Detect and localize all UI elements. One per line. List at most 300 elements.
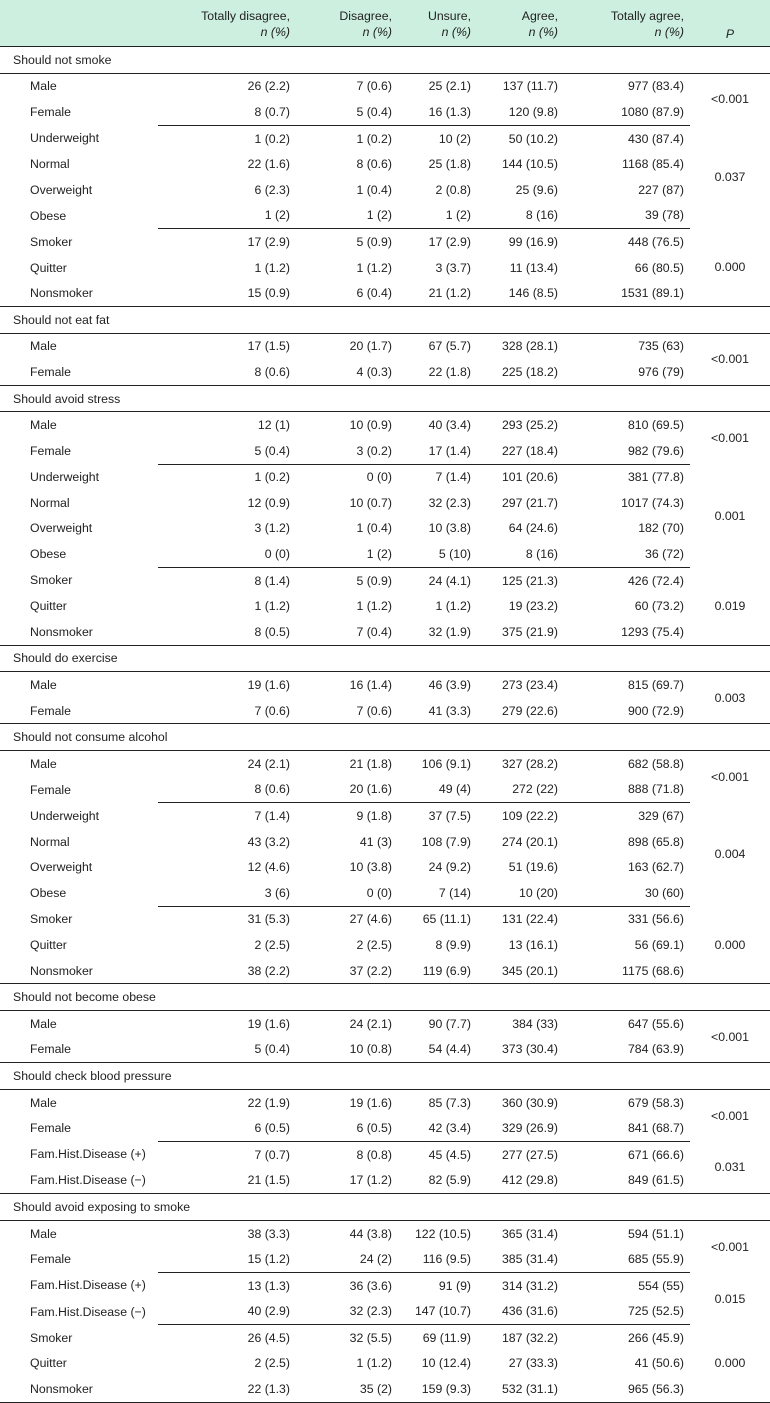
value-cell: 36 (3.6) xyxy=(296,1272,398,1298)
value-cell: 725 (52.5) xyxy=(627,1304,684,1319)
row-label: Normal xyxy=(30,834,70,849)
value-cell: 13 (1.3) xyxy=(158,1272,296,1298)
value-cell: 24 (2.1) xyxy=(349,1016,392,1031)
value-cell: 25 (9.6) xyxy=(515,182,558,197)
value-cell: 65 (11.1) xyxy=(398,906,477,932)
value-cell: 5 (0.9) xyxy=(296,567,398,593)
value-cell: 20 (1.6) xyxy=(349,782,392,797)
value-cell: 27 (33.3) xyxy=(508,1356,558,1371)
value-cell: 41 (50.6) xyxy=(634,1356,684,1371)
table-row xyxy=(0,751,770,777)
value-cell: 64 (24.6) xyxy=(508,521,558,536)
row-label: Underweight xyxy=(30,808,100,823)
value-cell: 22 (1.8) xyxy=(428,364,471,379)
value-cell: 1 (0.2) xyxy=(158,125,296,151)
value-cell: 17 (1.4) xyxy=(428,443,471,458)
value-cell: 3 (0.2) xyxy=(356,443,392,458)
value-cell: 13 (16.1) xyxy=(508,937,558,952)
value-cell: 4 (0.3) xyxy=(356,364,392,379)
table-row xyxy=(0,333,770,359)
value-cell: 1 (2) xyxy=(445,208,471,223)
value-cell: 146 (8.5) xyxy=(508,286,558,301)
section-row xyxy=(0,47,770,74)
value-cell: 682 (58.8) xyxy=(627,756,684,771)
value-cell: 273 (23.4) xyxy=(501,678,558,693)
value-cell: 1 (1.2) xyxy=(254,260,290,275)
value-cell: 10 (12.4) xyxy=(421,1356,471,1371)
value-cell: 327 (28.2) xyxy=(501,756,558,771)
value-cell: 554 (55) xyxy=(564,1272,690,1298)
value-cell: 26 (4.5) xyxy=(158,1325,296,1351)
value-cell: 1 (2) xyxy=(366,208,392,223)
value-cell: 60 (73.2) xyxy=(634,599,684,614)
row-label: Quitter xyxy=(30,260,67,275)
section-row xyxy=(0,724,770,751)
value-cell: 44 (3.8) xyxy=(349,1226,392,1241)
value-cell: 32 (5.5) xyxy=(296,1325,398,1351)
value-cell: 384 (33) xyxy=(512,1016,558,1031)
value-cell: 0 (0) xyxy=(264,547,290,562)
value-cell: 279 (22.6) xyxy=(501,703,558,718)
value-cell: 24 (9.2) xyxy=(428,860,471,875)
value-cell: 1 (0.2) xyxy=(296,125,398,151)
section-row xyxy=(0,306,770,333)
value-cell: 1 (0.4) xyxy=(356,182,392,197)
value-cell: 16 (1.3) xyxy=(428,104,471,119)
value-cell: 679 (58.3) xyxy=(627,1095,684,1110)
value-cell: 19 (1.6) xyxy=(349,1095,392,1110)
value-cell: 735 (63) xyxy=(638,339,684,354)
value-cell: 37 (2.2) xyxy=(349,963,392,978)
value-cell: 841 (68.7) xyxy=(627,1121,684,1136)
value-cell: 40 (2.9) xyxy=(247,1304,290,1319)
value-cell: 430 (87.4) xyxy=(564,125,690,151)
row-label: Male xyxy=(30,339,57,354)
value-cell: 274 (20.1) xyxy=(501,834,558,849)
value-cell: 3 (1.2) xyxy=(254,521,290,536)
row-label: Quitter xyxy=(30,1356,67,1371)
value-cell: 1 (2) xyxy=(366,547,392,562)
value-cell: 227 (87) xyxy=(638,182,684,197)
value-cell: 16 (1.4) xyxy=(349,678,392,693)
value-cell: 46 (3.9) xyxy=(428,678,471,693)
row-label: Smoker xyxy=(30,234,73,249)
value-cell: 373 (30.4) xyxy=(501,1042,558,1057)
table-row xyxy=(0,672,770,698)
value-cell: 10 (3.8) xyxy=(349,860,392,875)
section-title: Should not eat fat xyxy=(0,306,770,333)
value-cell: 37 (7.5) xyxy=(398,803,477,829)
value-cell: 32 (1.9) xyxy=(428,624,471,639)
value-cell: 40 (3.4) xyxy=(428,418,471,433)
value-cell: 7 (0.6) xyxy=(356,703,392,718)
value-cell: 38 (2.2) xyxy=(247,963,290,978)
table-row xyxy=(0,1299,770,1325)
value-cell: 329 (67) xyxy=(564,803,690,829)
row-label: Fam.Hist.Disease (+) xyxy=(30,1278,146,1293)
table-row xyxy=(0,516,770,542)
row-label: Obese xyxy=(30,547,67,562)
value-cell: 849 (61.5) xyxy=(627,1173,684,1188)
table-row xyxy=(0,229,770,255)
p-value-cell: <0.001 xyxy=(711,352,749,367)
value-cell: 815 (69.7) xyxy=(627,678,684,693)
row-label: Overweight xyxy=(30,860,93,875)
value-cell: 119 (6.9) xyxy=(422,963,471,978)
table-row xyxy=(0,1141,770,1167)
section-title: Should check blood pressure xyxy=(0,1063,770,1090)
value-cell: 69 (11.9) xyxy=(398,1325,477,1351)
section-title: Should not consume alcohol xyxy=(0,724,770,751)
value-cell: 8 (0.6) xyxy=(356,157,392,172)
value-cell: 1168 (85.4) xyxy=(622,157,684,172)
section-title: Should do exercise xyxy=(0,645,770,672)
value-cell: 45 (4.5) xyxy=(398,1141,477,1167)
value-cell: 26 (2.2) xyxy=(247,79,290,94)
value-cell: 10 (0.7) xyxy=(349,495,392,510)
value-cell: 163 (62.7) xyxy=(627,860,684,875)
table-row xyxy=(0,359,770,385)
header-disagree: Disagree, n (%) xyxy=(296,0,398,47)
value-cell: 385 (31.4) xyxy=(501,1252,558,1267)
value-cell: 91 (9) xyxy=(398,1272,477,1298)
value-cell: 671 (66.6) xyxy=(564,1141,690,1167)
table-row xyxy=(0,412,770,438)
value-cell: 314 (31.2) xyxy=(477,1272,564,1298)
table-row xyxy=(0,125,770,151)
value-cell: 1531 (89.1) xyxy=(621,286,684,301)
p-value-cell: 0.004 xyxy=(714,847,746,862)
value-cell: 965 (56.3) xyxy=(564,1376,690,1402)
value-cell: 7 (0.4) xyxy=(356,624,392,639)
value-cell: 8 (0.8) xyxy=(296,1141,398,1167)
value-cell: 42 (3.4) xyxy=(428,1121,471,1136)
value-cell: 8 (16) xyxy=(525,208,558,223)
value-cell: 532 (31.1) xyxy=(477,1376,564,1402)
section-row xyxy=(0,645,770,672)
value-cell: 784 (63.9) xyxy=(627,1042,684,1057)
value-cell: 120 (9.8) xyxy=(508,104,558,119)
value-cell: 32 (2.3) xyxy=(428,495,471,510)
row-label: Smoker xyxy=(30,912,73,927)
value-cell: 11 (13.4) xyxy=(509,260,558,275)
section-row xyxy=(0,385,770,412)
value-cell: 5 (10) xyxy=(438,547,471,562)
row-label: Fam.Hist.Disease (+) xyxy=(30,1147,146,1162)
row-label: Male xyxy=(30,418,57,433)
header-row xyxy=(0,0,770,47)
value-cell: 810 (69.5) xyxy=(627,418,684,433)
value-cell: 41 (3) xyxy=(359,834,392,849)
p-value-cell: 0.015 xyxy=(714,1291,746,1306)
value-cell: 7 (1.4) xyxy=(398,464,477,490)
value-cell: 345 (20.1) xyxy=(501,963,558,978)
row-label: Normal xyxy=(30,157,70,172)
value-cell: 1 (1.2) xyxy=(435,599,471,614)
row-label: Female xyxy=(30,703,72,718)
value-cell: 15 (1.2) xyxy=(247,1252,290,1267)
row-label: Nonsmoker xyxy=(30,286,93,301)
table-row xyxy=(0,1037,770,1063)
value-cell: 101 (20.6) xyxy=(477,464,564,490)
value-cell: 297 (21.7) xyxy=(501,495,558,510)
value-cell: 8 (0.5) xyxy=(254,624,290,639)
section-row xyxy=(0,1194,770,1221)
p-value-cell: <0.001 xyxy=(711,769,749,784)
table-row xyxy=(0,490,770,516)
value-cell: 7 (1.4) xyxy=(158,803,296,829)
table-row xyxy=(0,1376,770,1402)
p-value-cell: <0.001 xyxy=(711,1108,749,1123)
value-cell: 977 (83.4) xyxy=(627,79,684,94)
table-row xyxy=(0,1325,770,1351)
value-cell: 82 (5.9) xyxy=(428,1173,471,1188)
value-cell: 8 (16) xyxy=(525,547,558,562)
row-label: Nonsmoker xyxy=(30,624,93,639)
p-value-cell: 0.037 xyxy=(714,169,746,184)
value-cell: 21 (1.8) xyxy=(349,756,392,771)
row-label: Male xyxy=(30,678,57,693)
row-label: Quitter xyxy=(30,937,67,952)
p-value-cell: 0.000 xyxy=(714,260,746,275)
table-row xyxy=(0,932,770,958)
value-cell: 647 (55.6) xyxy=(627,1016,684,1031)
value-cell: 7 (0.6) xyxy=(356,79,392,94)
value-cell: 2 (2.5) xyxy=(356,937,392,952)
value-cell: 7 (14) xyxy=(438,885,471,900)
value-cell: 6 (0.5) xyxy=(254,1121,290,1136)
table-row xyxy=(0,73,770,99)
row-label: Female xyxy=(30,1121,72,1136)
row-label: Fam.Hist.Disease (−) xyxy=(30,1304,146,1319)
row-label: Male xyxy=(30,756,57,771)
value-cell: 7 (0.6) xyxy=(254,703,290,718)
row-label: Smoker xyxy=(30,573,73,588)
value-cell: 182 (70) xyxy=(638,521,684,536)
value-cell: 21 (1.5) xyxy=(247,1173,290,1188)
value-cell: 0 (0) xyxy=(296,464,398,490)
value-cell: 99 (16.9) xyxy=(477,229,564,255)
value-cell: 24 (2.1) xyxy=(247,756,290,771)
value-cell: 17 (2.9) xyxy=(398,229,477,255)
row-label: Male xyxy=(30,1016,57,1031)
value-cell: 1 (1.2) xyxy=(254,599,290,614)
table-row xyxy=(0,567,770,593)
table-row xyxy=(0,958,770,984)
row-label: Female xyxy=(30,443,72,458)
value-cell: 8 (9.9) xyxy=(435,937,471,952)
value-cell: 272 (22) xyxy=(512,782,558,797)
row-label: Female xyxy=(30,364,72,379)
table-row xyxy=(0,203,770,229)
value-cell: 10 (3.8) xyxy=(428,521,471,536)
value-cell: 25 (2.1) xyxy=(428,79,471,94)
value-cell: 6 (0.5) xyxy=(356,1121,392,1136)
value-cell: 10 (0.9) xyxy=(349,418,392,433)
value-cell: 21 (1.2) xyxy=(428,286,471,301)
header-unsure: Unsure, n (%) xyxy=(398,0,477,47)
value-cell: 90 (7.7) xyxy=(428,1016,471,1031)
p-value-cell: 0.003 xyxy=(714,690,746,705)
p-value-cell: 0.000 xyxy=(690,1325,770,1403)
value-cell: 39 (78) xyxy=(645,208,684,223)
value-cell: 31 (5.3) xyxy=(158,906,296,932)
value-cell: 12 (0.9) xyxy=(247,495,290,510)
value-cell: 56 (69.1) xyxy=(634,937,684,952)
value-cell: 1 (2) xyxy=(264,208,290,223)
value-cell: 8 (0.7) xyxy=(254,104,290,119)
value-cell: 329 (26.9) xyxy=(501,1121,558,1136)
table-row xyxy=(0,151,770,177)
value-cell: 17 (1.5) xyxy=(247,339,290,354)
row-label: Female xyxy=(30,1252,72,1267)
value-cell: 36 (72) xyxy=(645,547,684,562)
value-cell: 426 (72.4) xyxy=(564,567,690,593)
value-cell: 8 (0.6) xyxy=(254,364,290,379)
value-cell: 27 (4.6) xyxy=(296,906,398,932)
value-cell: 108 (7.9) xyxy=(421,834,471,849)
value-cell: 888 (71.8) xyxy=(627,782,684,797)
value-cell: 277 (27.5) xyxy=(477,1141,564,1167)
table-row xyxy=(0,99,770,125)
value-cell: 360 (30.9) xyxy=(501,1095,558,1110)
value-cell: 32 (2.3) xyxy=(349,1304,392,1319)
row-label: Fam.Hist.Disease (−) xyxy=(30,1173,146,1188)
value-cell: 106 (9.1) xyxy=(421,756,471,771)
row-label: Obese xyxy=(30,886,67,901)
p-value-cell: 0.019 xyxy=(714,599,746,614)
value-cell: 0 (0) xyxy=(366,885,392,900)
value-cell: 2 (2.5) xyxy=(254,1356,290,1371)
value-cell: 8 (1.4) xyxy=(158,567,296,593)
value-cell: 147 (10.7) xyxy=(414,1304,471,1319)
row-label: Nonsmoker xyxy=(0,1376,158,1402)
value-cell: 381 (77.8) xyxy=(564,464,690,490)
value-cell: 109 (22.2) xyxy=(477,803,564,829)
table-row xyxy=(0,255,770,281)
section-title: Should not become obese xyxy=(0,984,770,1011)
value-cell: 5 (0.4) xyxy=(254,1042,290,1057)
table-row xyxy=(0,438,770,464)
value-cell: 15 (0.9) xyxy=(247,286,290,301)
value-cell: 19 (23.2) xyxy=(508,599,558,614)
value-cell: 1293 (75.4) xyxy=(621,624,684,639)
value-cell: 2 (0.8) xyxy=(435,182,471,197)
value-cell: 331 (56.6) xyxy=(564,906,690,932)
table-row xyxy=(0,1168,770,1194)
value-cell: 10 (20) xyxy=(519,885,558,900)
row-label: Underweight xyxy=(30,470,100,485)
value-cell: 6 (2.3) xyxy=(254,182,290,197)
row-label: Obese xyxy=(30,208,67,223)
table-row xyxy=(0,777,770,803)
row-label: Underweight xyxy=(30,131,100,146)
value-cell: 17 (1.2) xyxy=(349,1173,392,1188)
value-cell: 3 (3.7) xyxy=(435,260,471,275)
row-label: Female xyxy=(30,105,72,120)
table-row xyxy=(0,1220,770,1246)
value-cell: 10 (2) xyxy=(398,125,477,151)
section-title: Should not smoke xyxy=(0,47,770,74)
value-cell: 125 (21.3) xyxy=(477,567,564,593)
value-cell: 38 (3.3) xyxy=(247,1226,290,1241)
value-cell: 5 (0.4) xyxy=(356,104,392,119)
value-cell: 137 (11.7) xyxy=(502,79,558,94)
section-title: Should avoid stress xyxy=(0,385,770,412)
header-p-value: P xyxy=(690,0,770,47)
row-label: Male xyxy=(30,1226,57,1241)
value-cell: 6 (0.4) xyxy=(356,286,392,301)
value-cell: 20 (1.7) xyxy=(349,339,392,354)
value-cell: 365 (31.4) xyxy=(501,1226,558,1241)
value-cell: 12 (4.6) xyxy=(247,860,290,875)
table-row xyxy=(0,464,770,490)
table-row xyxy=(0,1115,770,1141)
value-cell: 8 (0.6) xyxy=(254,782,290,797)
value-cell: 1080 (87.9) xyxy=(621,104,684,119)
value-cell: 43 (3.2) xyxy=(247,834,290,849)
value-cell: 50 (10.2) xyxy=(477,125,564,151)
value-cell: 51 (19.6) xyxy=(508,860,558,875)
value-cell: 5 (0.4) xyxy=(254,443,290,458)
row-label: Female xyxy=(30,782,72,797)
row-label: Smoker xyxy=(30,1330,73,1345)
value-cell: 412 (29.8) xyxy=(501,1173,558,1188)
table-row xyxy=(0,1246,770,1272)
value-cell: 24 (4.1) xyxy=(398,567,477,593)
value-cell: 7 (0.7) xyxy=(158,1141,296,1167)
p-value-cell: 0.001 xyxy=(714,508,746,523)
table-row xyxy=(0,1351,770,1377)
table-row xyxy=(0,880,770,906)
value-cell: 22 (1.3) xyxy=(158,1376,296,1402)
value-cell: 30 (60) xyxy=(645,885,684,900)
value-cell: 49 (4) xyxy=(438,782,471,797)
value-cell: 1 (0.4) xyxy=(356,521,392,536)
value-cell: 85 (7.3) xyxy=(428,1095,471,1110)
value-cell: 982 (79.6) xyxy=(627,443,684,458)
value-cell: 19 (1.6) xyxy=(247,1016,290,1031)
value-cell: 1 (0.2) xyxy=(158,464,296,490)
value-cell: 976 (79) xyxy=(638,364,684,379)
value-cell: 227 (18.4) xyxy=(501,443,558,458)
value-cell: 122 (10.5) xyxy=(414,1226,471,1241)
value-cell: 375 (21.9) xyxy=(501,624,558,639)
p-value-cell: <0.001 xyxy=(711,1029,749,1044)
value-cell: 9 (1.8) xyxy=(296,803,398,829)
value-cell: 1 (1.2) xyxy=(356,599,392,614)
p-value-cell: <0.001 xyxy=(711,431,749,446)
value-cell: 159 (9.3) xyxy=(398,1376,477,1402)
value-cell: 685 (55.9) xyxy=(627,1252,684,1267)
table-row xyxy=(0,1010,770,1036)
table-row xyxy=(0,280,770,306)
value-cell: 35 (2) xyxy=(296,1376,398,1402)
header-agree: Agree, n (%) xyxy=(477,0,564,47)
table-row xyxy=(0,829,770,855)
value-cell: 898 (65.8) xyxy=(627,834,684,849)
value-cell: 1 (1.2) xyxy=(356,1356,392,1371)
row-label: Normal xyxy=(30,495,70,510)
value-cell: 2 (2.5) xyxy=(254,937,290,952)
p-value-cell: 0.000 xyxy=(714,937,746,952)
value-cell: 225 (18.2) xyxy=(501,364,558,379)
value-cell: 900 (72.9) xyxy=(627,703,684,718)
value-cell: 187 (32.2) xyxy=(477,1325,564,1351)
table-body xyxy=(0,47,770,1403)
row-label: Quitter xyxy=(30,599,67,614)
header-totally-disagree: Totally disagree, n (%) xyxy=(158,0,296,47)
